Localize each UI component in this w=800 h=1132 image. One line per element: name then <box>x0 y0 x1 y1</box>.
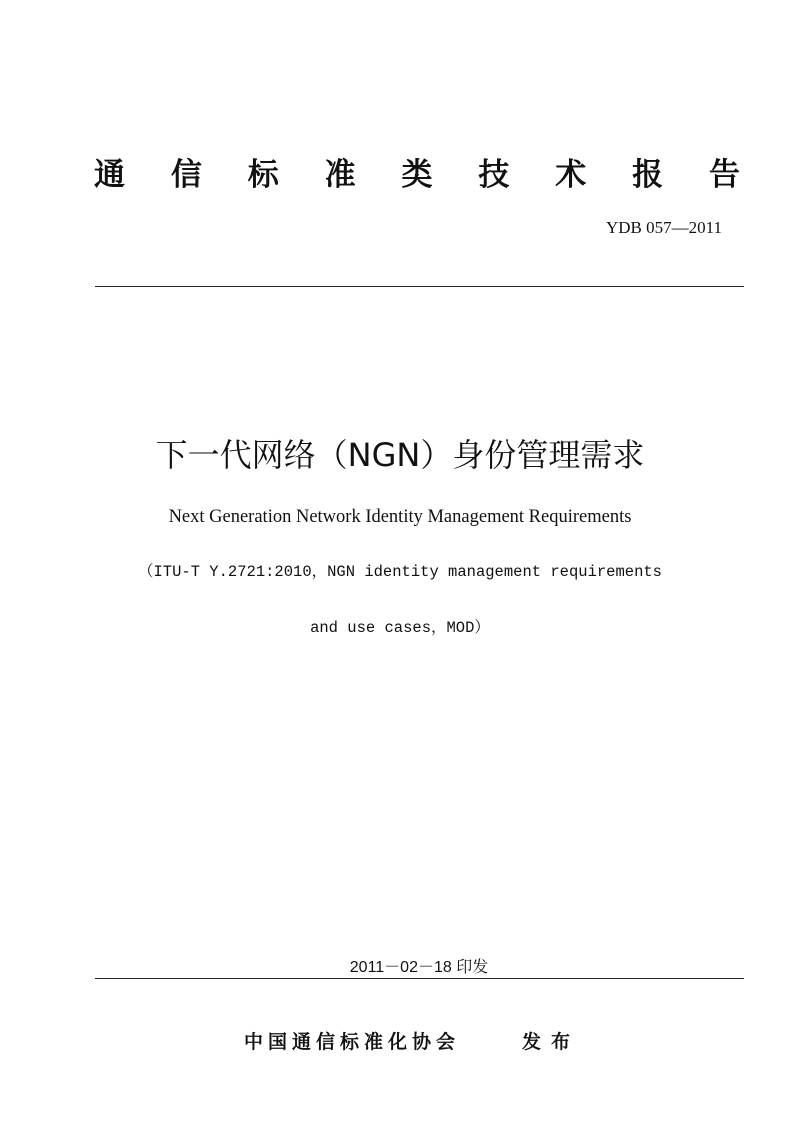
report-type-title <box>94 152 740 198</box>
source-standard-line-2: and use cases，MOD） <box>310 619 490 637</box>
top-divider <box>95 286 744 287</box>
title-char: 通 <box>94 157 125 193</box>
title-char: 报 <box>632 157 664 193</box>
title-char: 术 <box>555 157 587 193</box>
title-char: 准 <box>324 157 356 193</box>
title-char: 信 <box>170 157 202 193</box>
title-char: 告 <box>709 157 740 193</box>
publisher-name: 中国通信标准化协会 <box>244 1031 461 1053</box>
document-title-english: Next Generation Network Identity Management Requirements <box>168 507 632 527</box>
title-char: 类 <box>401 157 433 193</box>
bottom-divider <box>95 978 744 979</box>
document-number: YDB 057—2011 <box>605 218 722 237</box>
publish-label: 发布 <box>522 1031 581 1053</box>
title-char: 标 <box>247 157 279 193</box>
source-standard-line-1: （ITU-T Y.2721:2010，NGN identity management requirements <box>138 563 662 581</box>
title-char: 技 <box>478 157 510 193</box>
issue-date: 2011－02－18 印发 <box>349 959 489 976</box>
document-title-chinese: 下一代网络（NGN）身份管理需求 <box>155 436 645 474</box>
